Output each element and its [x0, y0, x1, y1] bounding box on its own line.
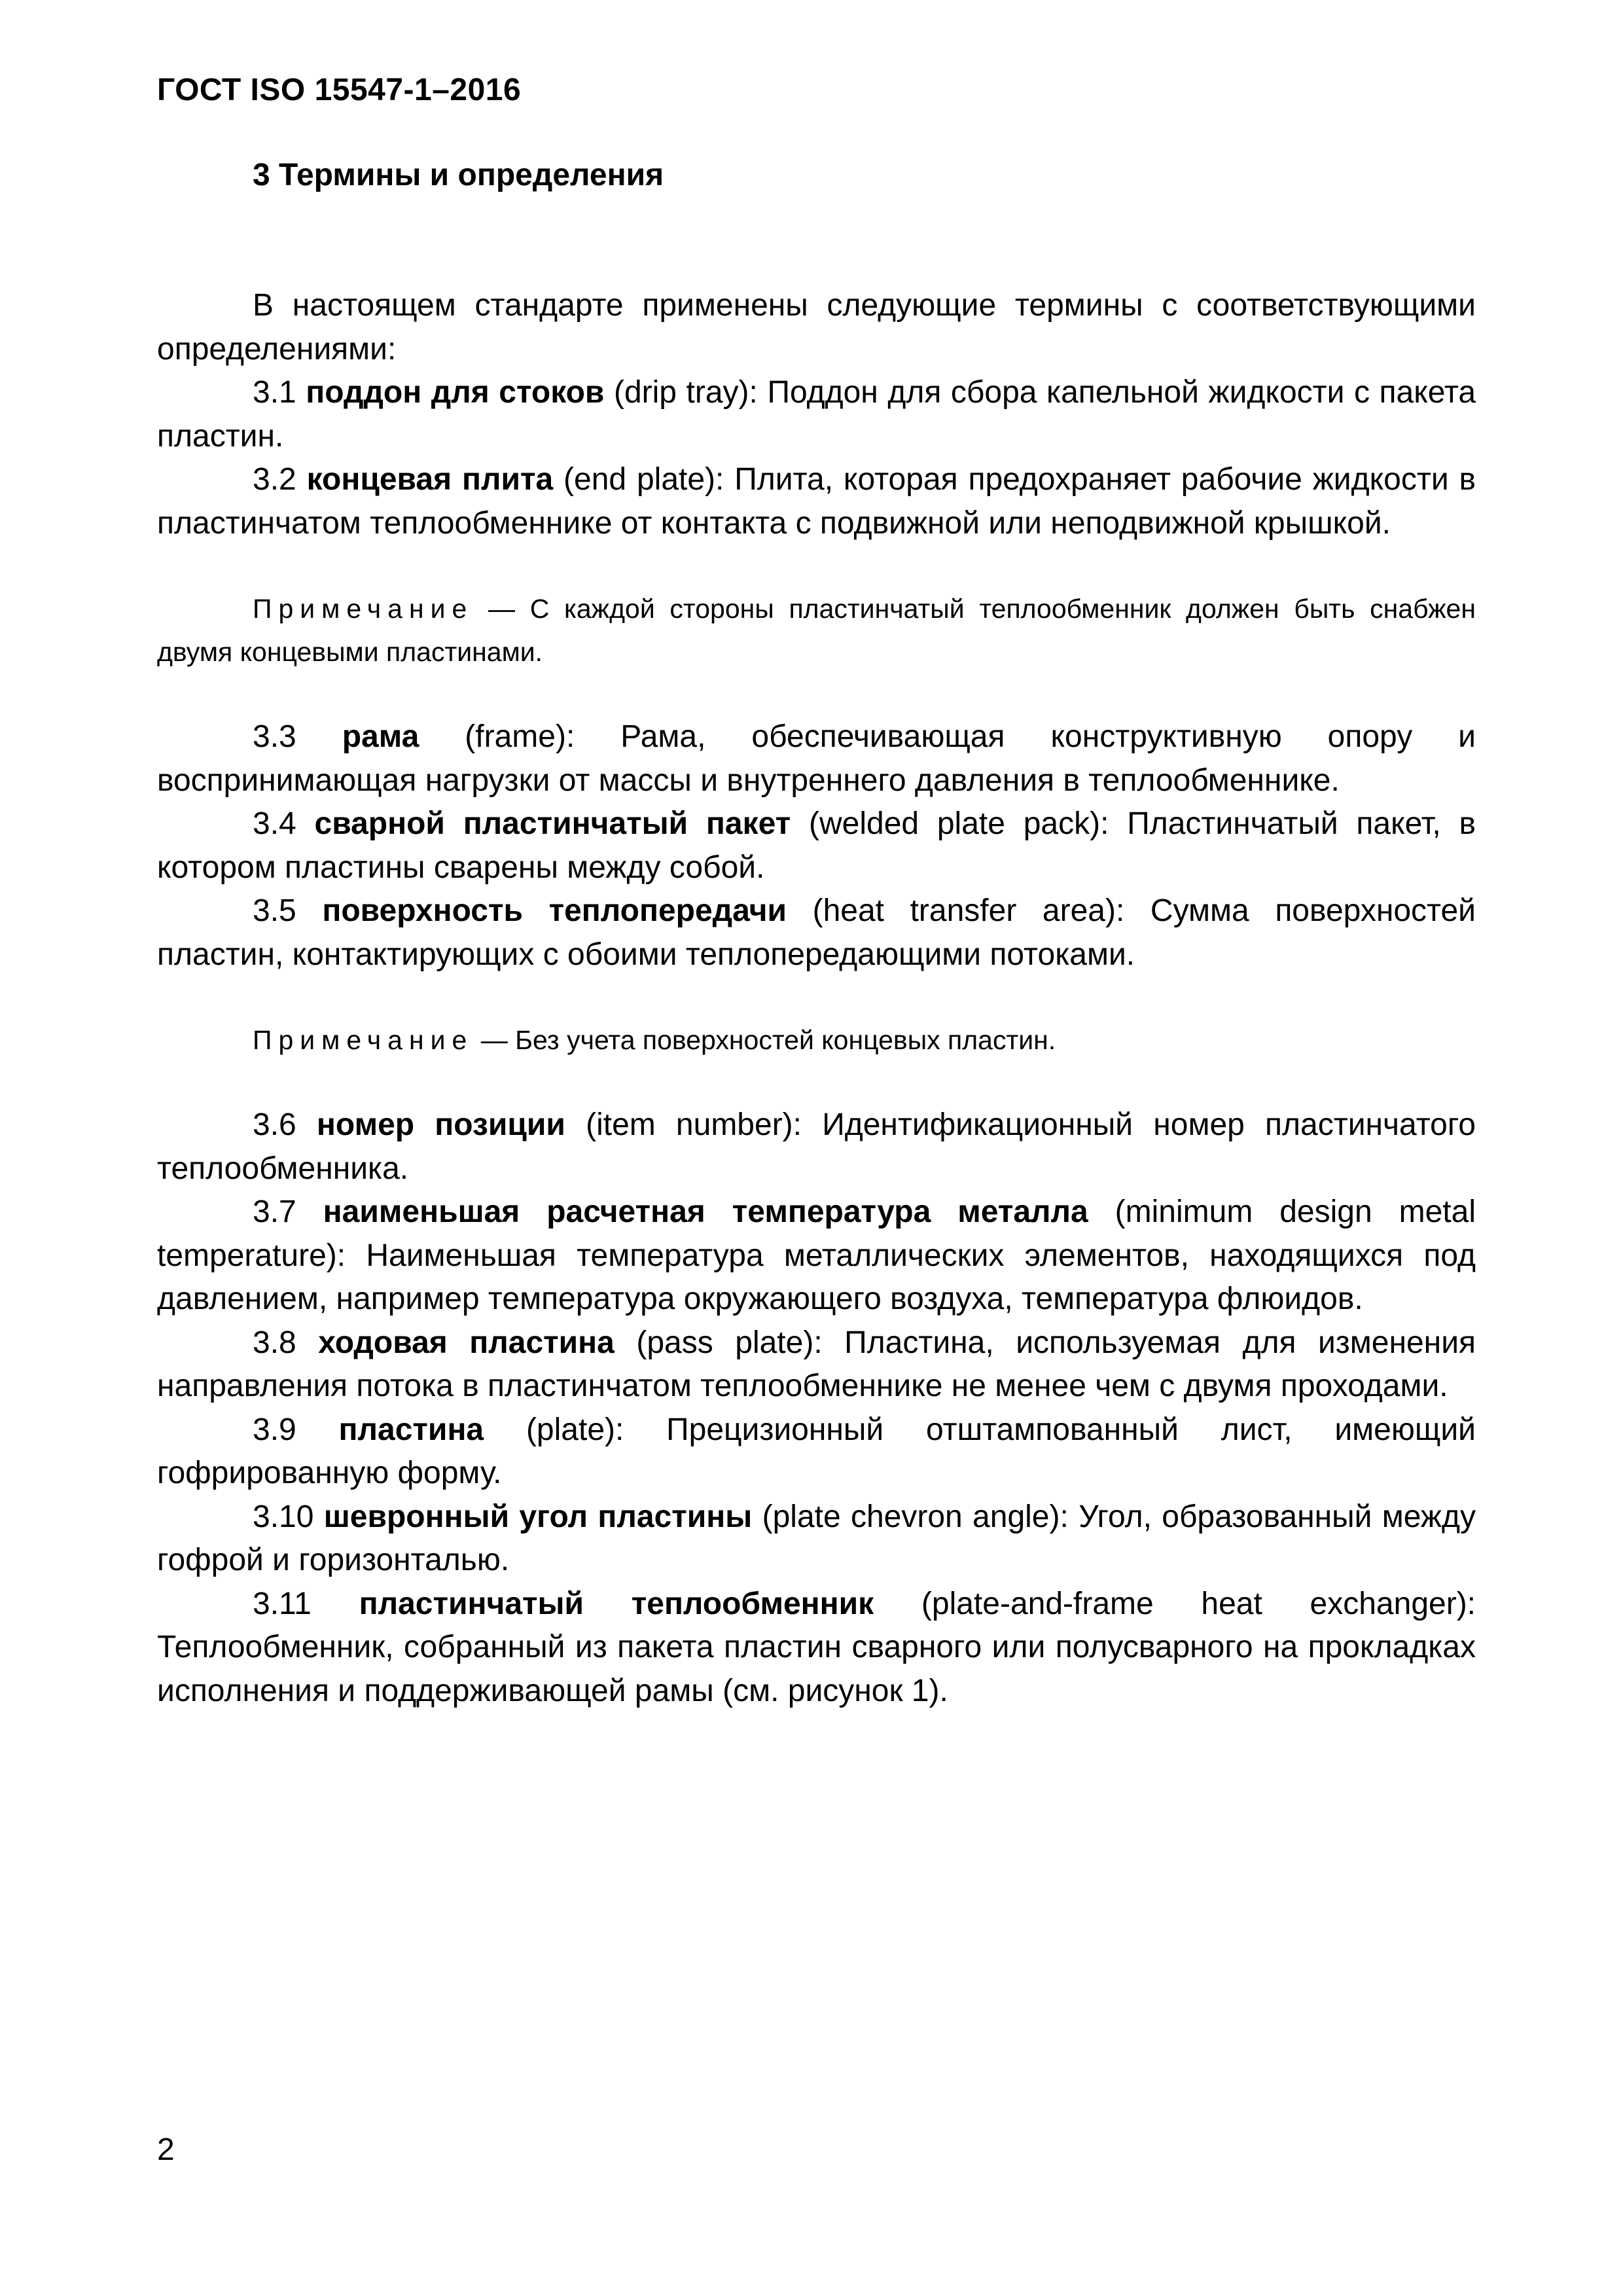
- term-number: 3.1: [253, 375, 296, 410]
- term-number: 3.5: [253, 893, 296, 928]
- term-definition: Пластинчатый пакет, в котором пластины сварены между собой.: [157, 806, 1476, 885]
- term-definition: Сумма поверхностей пластин, контактирующих с обоими теплопередающими потоками.: [157, 893, 1476, 972]
- term-definition: Прецизионный отштампованный лист, имеющий гофрированную форму.: [157, 1412, 1476, 1490]
- term-number: 3.3: [253, 719, 296, 754]
- term-english: (plate):: [526, 1412, 624, 1447]
- term-number: 3.9: [253, 1412, 296, 1447]
- note-text: — С каждой стороны пластинчатый теплообменник должен быть снабжен двумя концевыми пластинами.: [157, 594, 1476, 667]
- section-title: 3 Термины и определения: [253, 158, 664, 192]
- term-name: шевронный угол пластины: [323, 1499, 753, 1534]
- term-name: поддон для стоков: [306, 375, 605, 410]
- term-number: 3.6: [253, 1107, 296, 1142]
- term-name: концевая плита: [306, 462, 554, 497]
- term-definition: Поддон для сбора капельной жидкости с пакета пластин.: [157, 375, 1476, 454]
- note-text: — Без учета поверхностей концевых пластин.: [480, 1025, 1056, 1055]
- term-name: поверхность теплопередачи: [322, 893, 787, 928]
- term-name: сварной пластинчатый пакет: [314, 806, 791, 841]
- terms-body: [157, 284, 1476, 1713]
- term-entry: [157, 1583, 1476, 1713]
- page-number: 2: [157, 2132, 175, 2167]
- term-name: пластинчатый теплообменник: [359, 1586, 874, 1621]
- term-entry: [157, 1191, 1476, 1321]
- term-entry: [157, 802, 1476, 889]
- term-name: ходовая пластина: [318, 1325, 615, 1360]
- term-english: (plate chevron angle):: [762, 1499, 1069, 1534]
- term-english: (plate-and-frame heat exchanger):: [921, 1586, 1476, 1621]
- term-english: (frame):: [465, 719, 575, 754]
- term-number: 3.8: [253, 1325, 296, 1360]
- term-name: номер позиции: [316, 1107, 565, 1142]
- document-page: [157, 0, 1476, 2296]
- term-entry: [157, 1408, 1476, 1496]
- term-entry: [157, 371, 1476, 458]
- note-label: Примечание: [253, 594, 474, 624]
- term-entry: [157, 458, 1476, 545]
- term-english: (welded plate pack):: [808, 806, 1109, 841]
- term-english: (heat transfer area):: [812, 893, 1125, 928]
- term-definition: Наименьшая температура металлических элементов, находящихся под давлением, например температура окружающего воздуха, температура флюидов.: [157, 1238, 1476, 1316]
- term-name: пластина: [338, 1412, 484, 1447]
- term-english: (pass plate):: [636, 1325, 823, 1360]
- term-english: (minimum design metal temperature):: [157, 1194, 1476, 1273]
- term-definition: Угол, образованный между гофрой и горизонталью.: [157, 1499, 1476, 1577]
- term-number: 3.7: [253, 1194, 296, 1229]
- standard-code-header: ГОСТ ISO 15547-1–2016: [157, 73, 522, 107]
- term-definition: Пластина, используемая для изменения направления потока в пластинчатом теплообменнике не менее чем с двумя проходами.: [157, 1325, 1476, 1403]
- note-label: Примечание: [253, 1025, 474, 1055]
- term-entry: [157, 1496, 1476, 1583]
- term-name: рама: [342, 719, 419, 754]
- term-definition: Рама, обеспечивающая конструктивную опору и воспринимающая нагрузки от массы и внутреннего давления в теплообменнике.: [157, 719, 1476, 798]
- term-number: 3.2: [253, 462, 296, 497]
- term-entry: [157, 1321, 1476, 1408]
- term-entry: [157, 1103, 1476, 1191]
- term-number: 3.10: [253, 1499, 314, 1534]
- term-english: (item number):: [586, 1107, 802, 1142]
- term-definition: Плита, которая предохраняет рабочие жидкости в пластинчатом теплообменнике от контакта с подвижной или неподвижной крышкой.: [157, 462, 1476, 541]
- term-name: наименьшая расчетная температура металла: [323, 1194, 1088, 1229]
- term-number: 3.11: [253, 1586, 312, 1621]
- term-definition: Идентификационный номер пластинчатого теплообменника.: [157, 1107, 1476, 1186]
- note-paragraph: [157, 1018, 1476, 1062]
- term-entry: [157, 715, 1476, 802]
- term-english: (drip tray):: [613, 375, 758, 410]
- note-paragraph: [157, 587, 1476, 673]
- term-entry: [157, 889, 1476, 977]
- intro-paragraph: В настоящем стандарте применены следующие термины с соответствующими определениями:: [157, 288, 1476, 367]
- term-definition: Теплообменник, собранный из пакета пластин сварного или полусварного на прокладках исполнения и поддерживающей рамы (см. рисунок 1).: [157, 1630, 1476, 1708]
- term-number: 3.4: [253, 806, 296, 841]
- term-english: (end plate):: [563, 462, 724, 497]
